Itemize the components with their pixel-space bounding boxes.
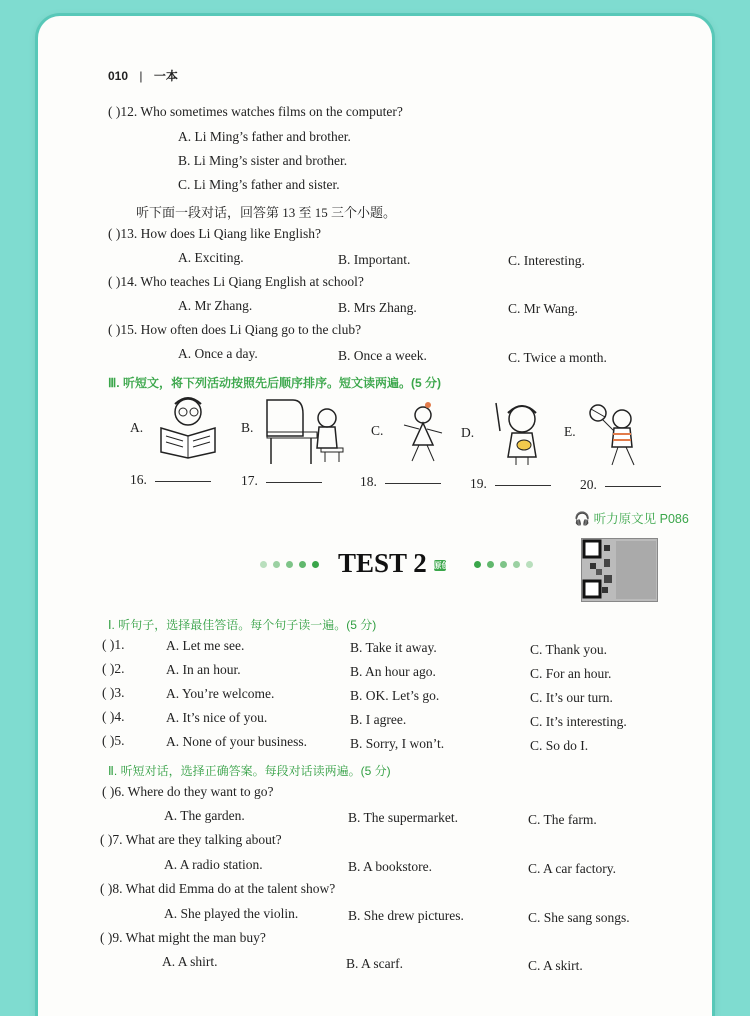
question-text: What might the man buy? (125, 930, 266, 945)
blank-number: 16. (130, 472, 147, 487)
option-b: B. Sorry, I won’t. (350, 736, 445, 751)
option-b: B. OK. Let’s go. (350, 688, 440, 703)
option-c: C. For an hour. (530, 666, 612, 681)
listening-reference-text: 听力原文见 P086 (593, 512, 689, 526)
section-3-title: Ⅲ. 听短文，将下列活动按照先后顺序排序。短文读两遍。(5 分) (108, 376, 441, 390)
reading-boy-illustration (153, 394, 223, 462)
painting-girl-illustration (490, 401, 550, 467)
option-c: C. Twice a month. (508, 350, 607, 365)
test-2-title (338, 548, 450, 579)
question-text: How does Li Qiang like English? (140, 226, 321, 241)
qr-code-icon (582, 539, 657, 601)
header-separator: | (139, 69, 143, 83)
question-number: 8. (112, 881, 123, 896)
question-number: 6. (114, 784, 125, 799)
option-a: A. In an hour. (166, 662, 241, 677)
page-number: 010 (108, 69, 129, 83)
option-c: C. It’s interesting. (530, 714, 627, 729)
question-number: 5. (114, 733, 125, 748)
option-a: A. A shirt. (162, 954, 218, 969)
question-text: Who teaches Li Qiang English at school? (140, 274, 364, 289)
listening-reference[interactable] (574, 509, 689, 527)
question-14 (108, 274, 364, 290)
option-a: A. Exciting. (178, 250, 244, 265)
picture-label-c: C. (371, 423, 384, 438)
question-number: 14. (120, 274, 138, 289)
t2-question-5 (102, 733, 125, 749)
blank-number: 18. (360, 474, 377, 489)
question-number: 1. (114, 637, 125, 652)
answer-paren[interactable]: ( ) (102, 661, 115, 676)
question-number: 4. (114, 709, 125, 724)
option-a: A. Let me see. (166, 638, 245, 653)
piano-girl-illustration (263, 396, 348, 466)
answer-paren[interactable]: ( ) (108, 322, 121, 337)
option-a: A. A radio station. (164, 857, 263, 872)
option-c: C. Interesting. (508, 253, 585, 268)
qr-code-image[interactable] (581, 538, 658, 602)
question-text: What are they talking about? (125, 832, 282, 847)
question-number: 15. (120, 322, 138, 337)
answer-paren[interactable]: ( ) (108, 226, 121, 241)
option-b: B. Mrs Zhang. (338, 300, 417, 315)
picture-label-d: D. (461, 425, 475, 440)
option-b: B. An hour ago. (350, 664, 436, 679)
answer-blank-19[interactable] (470, 476, 551, 492)
answer-blank-17[interactable] (241, 473, 322, 489)
t2-question-7 (100, 832, 282, 848)
test-title-text: TEST 2 (338, 548, 427, 578)
question-number: 3. (114, 685, 125, 700)
option-b: B. A bookstore. (348, 859, 433, 874)
blank-number: 20. (580, 477, 597, 492)
question-15 (108, 322, 361, 338)
question-13 (108, 226, 321, 242)
option-a: A. Mr Zhang. (178, 298, 253, 313)
worksheet-page (38, 16, 712, 1016)
question-12 (108, 104, 403, 120)
blank-number: 19. (470, 476, 487, 491)
t2-question-9 (100, 930, 266, 946)
t2-question-3 (102, 685, 125, 701)
headphones-icon: 🎧 (574, 511, 591, 526)
option-c: C. So do I. (530, 738, 589, 753)
t2-question-1 (102, 637, 125, 653)
question-text: Where do they want to go? (127, 784, 274, 799)
option-a: A. The garden. (164, 808, 245, 823)
question-number: 12. (120, 104, 138, 119)
dancing-girl-illustration (398, 401, 448, 463)
question-number: 9. (112, 930, 123, 945)
answer-paren[interactable]: ( ) (100, 832, 113, 847)
answer-blank-18[interactable] (360, 474, 441, 490)
picture-label-b: B. (241, 420, 254, 435)
test2-part2-title: Ⅱ. 听短对话，选择正确答案。每段对话读两遍。(5 分) (108, 764, 391, 778)
question-number: 13. (120, 226, 138, 241)
answer-blank-20[interactable] (580, 477, 661, 493)
picture-label-e: E. (564, 424, 576, 439)
option-a: A. It’s nice of you. (166, 710, 268, 725)
answer-paren[interactable]: ( ) (102, 733, 115, 748)
answer-paren[interactable]: ( ) (100, 881, 113, 896)
option-c: C. Thank you. (530, 642, 607, 657)
original-tag: 原创 (433, 561, 450, 570)
option-b: B. I agree. (350, 712, 407, 727)
option-b: B. Take it away. (350, 640, 437, 655)
answer-paren[interactable]: ( ) (102, 709, 115, 724)
option-b: B. Once a week. (338, 348, 427, 363)
question-number: 2. (114, 661, 125, 676)
option-c: C. It’s our turn. (530, 690, 613, 705)
option-b: B. She drew pictures. (348, 908, 464, 923)
answer-paren[interactable]: ( ) (102, 784, 115, 799)
option-c: C. The farm. (528, 812, 597, 827)
blank-number: 17. (241, 473, 258, 488)
t2-question-2 (102, 661, 125, 677)
answer-paren[interactable]: ( ) (100, 930, 113, 945)
option-b: B. A scarf. (346, 956, 403, 971)
answer-paren[interactable]: ( ) (108, 274, 121, 289)
instruction-13-15: 听下面一段对话，回答第 13 至 15 三个小题。 (136, 205, 397, 220)
t2-question-8 (100, 881, 335, 897)
ball-boy-illustration (588, 399, 648, 469)
book-name: 一本 (153, 69, 178, 83)
answer-paren[interactable]: ( ) (108, 104, 121, 119)
test2-part1-title: Ⅰ. 听句子，选择最佳答语。每个句子读一遍。(5 分) (108, 618, 377, 632)
option-c: C. Li Ming’s father and sister. (178, 177, 340, 192)
option-a: A. Once a day. (178, 346, 258, 361)
option-c: C. A car factory. (528, 861, 616, 876)
option-c: C. Mr Wang. (508, 301, 578, 316)
option-a: A. She played the violin. (164, 906, 299, 921)
answer-blank-16[interactable] (130, 472, 211, 488)
question-number: 7. (112, 832, 123, 847)
question-text: Who sometimes watches films on the computer? (140, 104, 403, 119)
option-a: A. Li Ming’s father and brother. (178, 129, 351, 144)
page-header (108, 67, 178, 84)
answer-paren[interactable]: ( ) (102, 637, 115, 652)
question-text: How often does Li Qiang go to the club? (140, 322, 362, 337)
option-b: B. The supermarket. (348, 810, 458, 825)
t2-question-4 (102, 709, 125, 725)
t2-question-6 (102, 784, 273, 800)
option-a: A. You’re welcome. (166, 686, 275, 701)
option-c: C. She sang songs. (528, 910, 630, 925)
option-b: B. Important. (338, 252, 411, 267)
picture-label-a: A. (130, 420, 144, 435)
option-a: A. None of your business. (166, 734, 307, 749)
question-text: What did Emma do at the talent show? (125, 881, 336, 896)
option-b: B. Li Ming’s sister and brother. (178, 153, 348, 168)
option-c: C. A skirt. (528, 958, 583, 973)
answer-paren[interactable]: ( ) (102, 685, 115, 700)
